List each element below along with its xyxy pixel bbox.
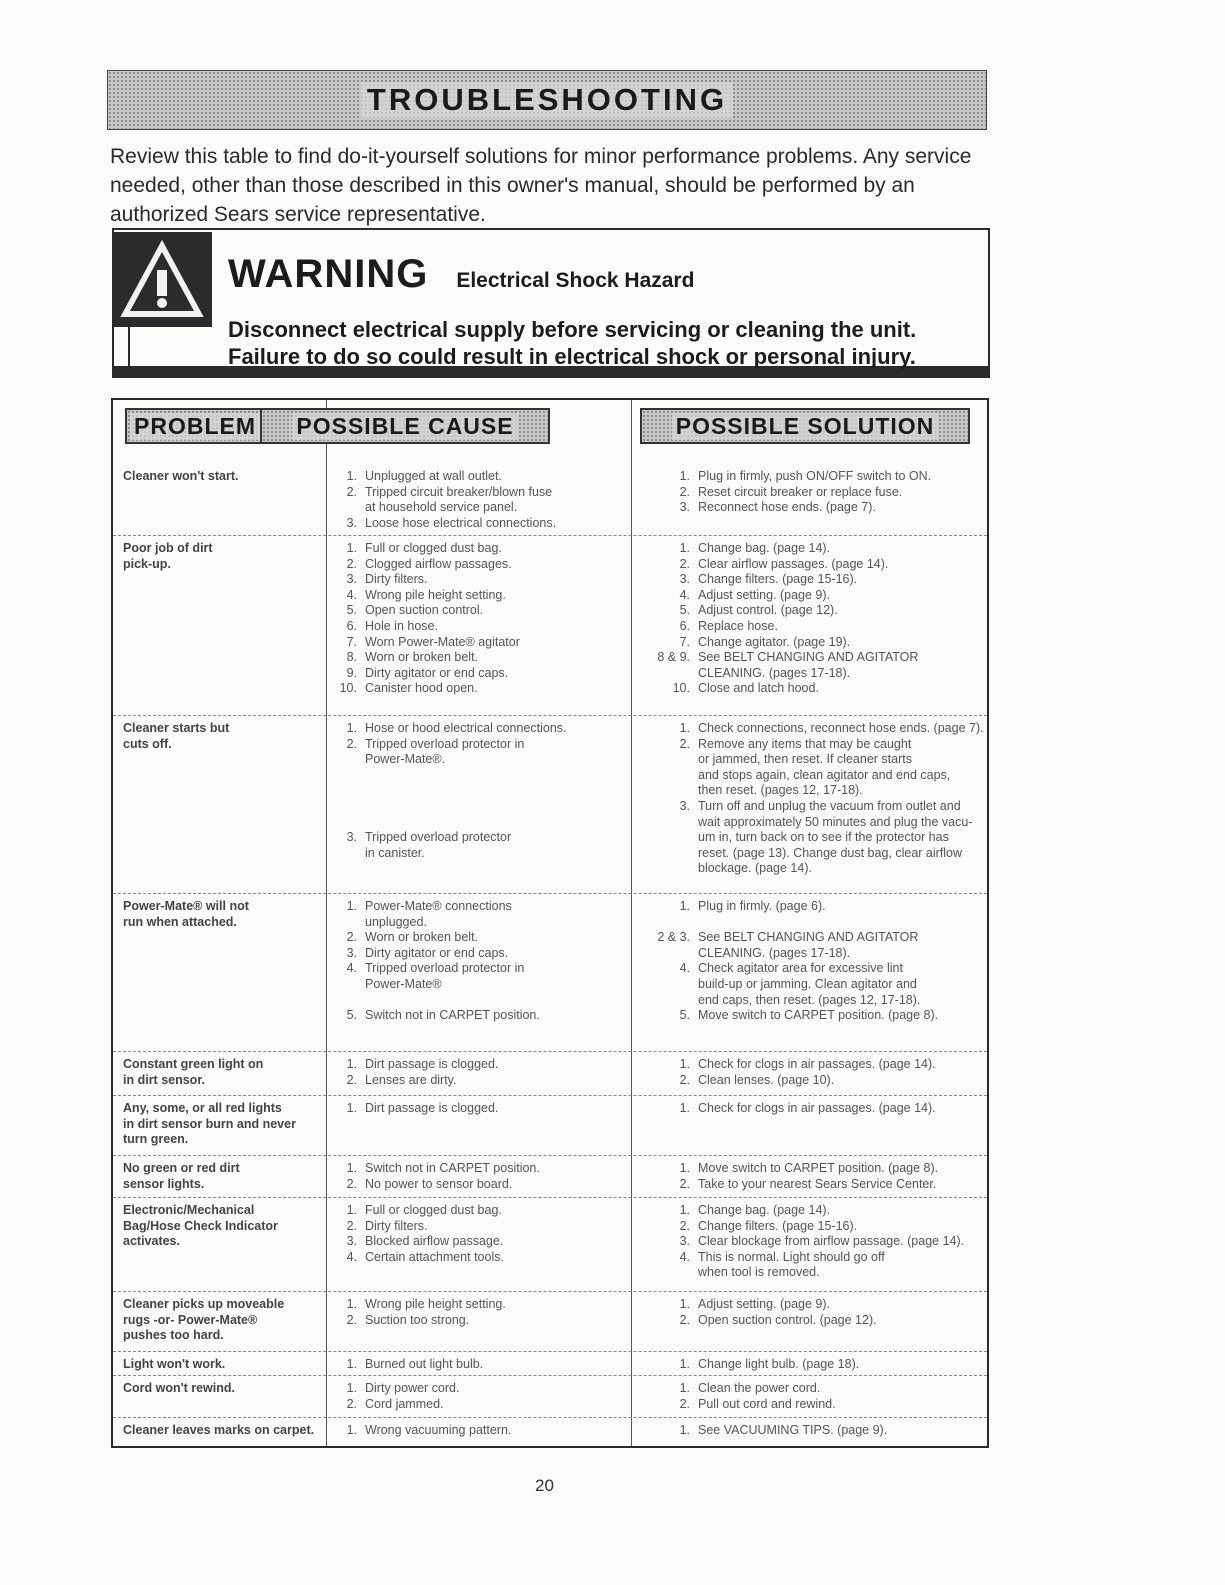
item-number: 1.: [679, 1101, 690, 1115]
item-text: Worn Power-Mate® agitator: [365, 634, 520, 649]
problem-text: No green or red dirt sensor lights.: [123, 1161, 240, 1191]
item-text: Hole in hose.: [365, 618, 438, 633]
solution-item: [640, 650, 985, 681]
solution-item: [640, 1357, 985, 1373]
header-solution: [640, 408, 970, 444]
item-text: Dirty power cord.: [365, 1381, 460, 1395]
solution-item: [640, 1250, 985, 1281]
item-number: 2.: [346, 736, 357, 751]
header-cause: [260, 408, 550, 444]
cause-cell: [335, 1101, 625, 1117]
item-number: 3.: [679, 798, 690, 813]
item-number: 3.: [679, 1234, 690, 1249]
cause-cell: [335, 469, 625, 531]
item-text: Plug in firmly, push ON/OFF switch to ON.: [698, 469, 932, 483]
solution-item: [640, 469, 985, 485]
item-number: 8.: [346, 650, 357, 665]
item-text: Clean the power cord.: [698, 1381, 821, 1395]
item-number: 4.: [679, 961, 690, 976]
problem-text: Cord won't rewind.: [123, 1381, 235, 1395]
cause-cell: [335, 1161, 625, 1192]
item-number: 1.: [346, 1357, 357, 1371]
table-row: [113, 464, 987, 536]
item-number: 1.: [679, 721, 690, 735]
item-text: Dirty agitator or end caps.: [365, 665, 509, 680]
problem-text: Poor job of dirt pick-up.: [123, 541, 213, 571]
item-number: 1.: [346, 1297, 357, 1311]
item-text: Canister hood open.: [365, 681, 478, 696]
cause-cell: [335, 1057, 625, 1088]
item-number: 1.: [346, 1381, 357, 1395]
item-text: Cord jammed.: [365, 1396, 444, 1411]
solution-item: [640, 1397, 985, 1413]
item-text: Move switch to CARPET position. (page 8).: [698, 1161, 939, 1175]
item-number: 6.: [346, 618, 357, 633]
item-text: Change bag. (page 14).: [698, 1203, 831, 1217]
item-number: 4.: [346, 1249, 357, 1264]
item-text: Loose hose electrical connections.: [365, 515, 557, 530]
warning-line-1: Disconnect electrical supply before servicing or cleaning the unit.: [228, 317, 917, 342]
problem-text: Cleaner starts but cuts off.: [123, 721, 230, 751]
header-solution-label: POSSIBLE SOLUTION: [672, 413, 939, 440]
cause-item: [335, 1057, 625, 1073]
item-number: 1.: [346, 1161, 357, 1175]
item-number: 1.: [679, 1203, 690, 1217]
item-number: 2 & 3.: [657, 930, 690, 945]
item-number: 2.: [679, 1312, 690, 1327]
item-text: Open suction control.: [365, 603, 484, 618]
item-number: 1.: [346, 469, 357, 483]
item-text: Remove any items that may be caught or jammed, then reset. If cleaner starts and stops again, clean agitator and end caps, then reset. (pages 12, 17-18).: [698, 736, 951, 798]
solution-item: [640, 541, 985, 557]
item-number: 5.: [346, 603, 357, 618]
solution-item: [640, 681, 985, 697]
solution-item: [640, 1313, 985, 1329]
item-number: 1.: [346, 541, 357, 555]
solution-cell: [640, 1381, 985, 1412]
item-text: Suction too strong.: [365, 1312, 470, 1327]
item-text: Check agitator area for excessive lint build-up or jamming. Clean agitator and end caps, then reset. (pages 12, 17-18).: [698, 961, 921, 1007]
table-row: [113, 1096, 987, 1156]
cause-item: [335, 1161, 625, 1177]
cause-item: [335, 572, 625, 588]
solution-item: [640, 799, 985, 877]
solution-cell: [640, 899, 985, 1024]
solution-item: [640, 557, 985, 573]
item-number: 7.: [679, 634, 690, 649]
item-text: Turn off and unplug the vacuum from outlet and wait approximately 50 minutes and plug the vacu- um in, turn back on to see if the protector has reset. (page 13). Change dust bag, clear airflow blockage. (page 14).: [698, 798, 973, 876]
cause-item: [335, 946, 625, 962]
problem-text: Cleaner leaves marks on carpet.: [123, 1423, 315, 1437]
item-text: Plug in firmly. (page 6).: [698, 899, 826, 913]
cause-cell: [335, 721, 625, 861]
item-number: 2.: [679, 556, 690, 571]
item-text: Clean lenses. (page 10).: [698, 1072, 835, 1087]
item-text: See BELT CHANGING AND AGITATOR CLEANING. (pages 17-18).: [698, 650, 919, 680]
item-number: 1.: [679, 1423, 690, 1437]
item-number: 2.: [346, 930, 357, 945]
solution-item: [640, 572, 985, 588]
item-number: 3.: [346, 515, 357, 530]
item-text: See VACUUMING TIPS. (page 9).: [698, 1423, 888, 1437]
item-number: 1.: [679, 1381, 690, 1395]
item-number: 4.: [346, 587, 357, 602]
item-text: Certain attachment tools.: [365, 1249, 504, 1264]
item-text: Change agitator. (page 19).: [698, 634, 851, 649]
table-row: [113, 1156, 987, 1198]
item-number: 3.: [346, 1234, 357, 1249]
item-text: Open suction control. (page 12).: [698, 1312, 877, 1327]
item-number: 3.: [346, 945, 357, 960]
item-text: Clear airflow passages. (page 14).: [698, 556, 889, 571]
solution-cell: [640, 1057, 985, 1088]
item-text: Full or clogged dust bag.: [365, 541, 502, 555]
warning-subtitle: Electrical Shock Hazard: [456, 269, 695, 292]
solution-item: [640, 1177, 985, 1193]
item-text: This is normal. Light should go off when tool is removed.: [698, 1249, 885, 1280]
item-text: Worn or broken belt.: [365, 930, 479, 945]
item-text: Wrong pile height setting.: [365, 587, 506, 602]
solution-cell: [640, 1423, 985, 1439]
solution-item: [640, 485, 985, 501]
header-problem-label: PROBLEM: [130, 413, 260, 440]
solution-item: [640, 500, 985, 516]
page-title: TROUBLESHOOTING: [361, 82, 733, 118]
solution-cell: [640, 541, 985, 697]
table-row: [113, 716, 987, 894]
solution-cell: [640, 1357, 985, 1373]
item-number: 3.: [346, 572, 357, 587]
cause-cell: [335, 1297, 625, 1328]
cause-item: [335, 899, 625, 930]
cause-item: [335, 557, 625, 573]
cause-cell: [335, 1423, 625, 1439]
cause-item: [335, 1250, 625, 1266]
item-text: Wrong vacuuming pattern.: [365, 1423, 512, 1437]
item-text: Power-Mate® connections unplugged.: [365, 899, 512, 929]
cause-item: [335, 721, 625, 737]
cause-item: [335, 469, 625, 485]
item-text: Dirty filters.: [365, 1218, 428, 1233]
item-number: 1.: [346, 1057, 357, 1071]
solution-item: [640, 721, 985, 737]
solution-cell: [640, 1101, 985, 1117]
item-number: 4.: [679, 1249, 690, 1264]
table-row: [113, 1198, 987, 1292]
cause-item: [335, 1101, 625, 1117]
table-row: [113, 894, 987, 1052]
solution-item: [640, 1057, 985, 1073]
problem-text: Power-Mate® will not run when attached.: [123, 899, 249, 929]
item-number: 1.: [346, 1203, 357, 1217]
item-number: 2.: [679, 1176, 690, 1191]
header-problem: [125, 408, 265, 444]
item-number: 10.: [339, 681, 357, 696]
cause-item: [335, 1381, 625, 1397]
solution-item: [640, 619, 985, 635]
solution-item: [640, 1381, 985, 1397]
table-row: [113, 1418, 987, 1444]
item-text: Tripped circuit breaker/blown fuse at household service panel.: [365, 484, 553, 515]
item-number: 1.: [679, 541, 690, 555]
item-text: Adjust control. (page 12).: [698, 603, 838, 618]
cause-item: [335, 1008, 625, 1024]
item-number: 2.: [679, 736, 690, 751]
item-number: 6.: [679, 618, 690, 633]
item-text: Change filters. (page 15-16).: [698, 1218, 858, 1233]
item-text: Unplugged at wall outlet.: [365, 469, 502, 483]
solution-item: [640, 1203, 985, 1219]
cause-item: [335, 961, 625, 1008]
warning-triangle-icon: [120, 238, 204, 320]
item-number: 5.: [679, 1008, 690, 1023]
solution-item: [640, 1008, 985, 1024]
warning-heading: [228, 252, 694, 297]
cause-item: [335, 666, 625, 682]
item-text: Full or clogged dust bag.: [365, 1203, 502, 1217]
table-row: [113, 1052, 987, 1096]
cause-item: [335, 1177, 625, 1193]
solution-cell: [640, 1161, 985, 1192]
item-number: 2.: [679, 1218, 690, 1233]
item-number: 9.: [346, 665, 357, 680]
item-number: 5.: [346, 1008, 357, 1023]
problem-text: Constant green light on in dirt sensor.: [123, 1057, 264, 1087]
problem-text: Any, some, or all red lights in dirt sensor burn and never turn green.: [123, 1101, 296, 1147]
solution-item: [640, 1234, 985, 1250]
table-row: [113, 1292, 987, 1352]
item-text: Switch not in CARPET position.: [365, 1161, 540, 1175]
item-number: 2.: [346, 1312, 357, 1327]
solution-item: [640, 603, 985, 619]
cause-cell: [335, 1381, 625, 1412]
item-text: Pull out cord and rewind.: [698, 1396, 836, 1411]
item-number: 2.: [346, 484, 357, 499]
solution-item: [640, 1297, 985, 1313]
item-text: Change bag. (page 14).: [698, 541, 831, 555]
item-number: 2.: [346, 556, 357, 571]
item-number: 1.: [679, 1357, 690, 1371]
solution-cell: [640, 721, 985, 877]
item-text: See BELT CHANGING AND AGITATOR CLEANING. (pages 17-18).: [698, 930, 919, 960]
item-text: Dirty agitator or end caps.: [365, 945, 509, 960]
solution-item: [640, 737, 985, 799]
item-text: Adjust setting. (page 9).: [698, 1297, 831, 1311]
item-text: Hose or hood electrical connections.: [365, 721, 567, 735]
cause-item: [335, 681, 625, 697]
item-number: 1.: [346, 1101, 357, 1115]
cause-item: [335, 485, 625, 516]
item-number: 2.: [679, 1072, 690, 1087]
item-number: 2.: [346, 1396, 357, 1411]
warning-divider: [128, 320, 130, 370]
problem-text: Light won't work.: [123, 1357, 226, 1371]
item-number: 2.: [679, 484, 690, 499]
cause-cell: [335, 899, 625, 1024]
cause-item: [335, 619, 625, 635]
solution-item: [640, 1423, 985, 1439]
item-text: Change light bulb. (page 18).: [698, 1357, 860, 1371]
problem-text: Electronic/Mechanical Bag/Hose Check Indicator activates.: [123, 1203, 278, 1249]
troubleshooting-table: [111, 398, 989, 1448]
cause-item: [335, 930, 625, 946]
item-text: Reconnect hose ends. (page 7).: [698, 500, 876, 515]
item-text: Wrong pile height setting.: [365, 1297, 506, 1311]
item-text: Blocked airflow passage.: [365, 1234, 504, 1249]
item-text: Tripped overload protector in Power-Mate®: [365, 961, 525, 991]
cause-item: [335, 1219, 625, 1235]
solution-item: [640, 1219, 985, 1235]
cause-cell: [335, 1357, 625, 1373]
item-text: Clear blockage from airflow passage. (page 14).: [698, 1234, 965, 1249]
title-banner: [107, 70, 987, 130]
solution-cell: [640, 1297, 985, 1328]
item-number: 2.: [346, 1072, 357, 1087]
item-text: Tripped overload protector in canister.: [365, 830, 512, 860]
problem-text: Cleaner won't start.: [123, 469, 239, 483]
cause-item: [335, 1203, 625, 1219]
item-text: Close and latch hood.: [698, 681, 819, 696]
item-text: Take to your nearest Sears Service Center.: [698, 1176, 937, 1191]
item-number: 1.: [346, 899, 357, 913]
item-text: No power to sensor board.: [365, 1176, 513, 1191]
item-text: Clogged airflow passages.: [365, 556, 512, 571]
cause-item: [335, 635, 625, 651]
cause-item: [335, 516, 625, 532]
cause-item: [335, 588, 625, 604]
warning-word: WARNING: [228, 252, 429, 296]
item-number: 1.: [679, 469, 690, 483]
item-text: Dirty filters.: [365, 572, 428, 587]
item-number: 1.: [679, 1161, 690, 1175]
item-text: Lenses are dirty.: [365, 1072, 457, 1087]
solution-cell: [640, 469, 985, 516]
cause-item: [335, 830, 625, 861]
item-number: 8 & 9.: [657, 650, 690, 665]
item-text: Replace hose.: [698, 618, 778, 633]
item-number: 2.: [346, 1218, 357, 1233]
cause-item: [335, 737, 625, 831]
item-number: 3.: [679, 572, 690, 587]
item-number: 3.: [346, 830, 357, 845]
solution-item: [640, 1101, 985, 1117]
cause-item: [335, 1073, 625, 1089]
item-number: 1.: [346, 721, 357, 735]
header-cause-label: POSSIBLE CAUSE: [292, 413, 517, 440]
warning-line-2: Failure to do so could result in electrical shock or personal injury.: [228, 344, 916, 369]
cause-cell: [335, 1203, 625, 1265]
cause-cell: [335, 541, 625, 697]
solution-item: [640, 1073, 985, 1089]
item-number: 2.: [346, 1176, 357, 1191]
solution-item: [640, 930, 985, 961]
table-row: [113, 1352, 987, 1376]
item-number: 3.: [679, 500, 690, 515]
item-text: Dirt passage is clogged.: [365, 1057, 499, 1071]
cause-item: [335, 603, 625, 619]
item-text: Check for clogs in air passages. (page 14).: [698, 1057, 936, 1071]
cause-item: [335, 1234, 625, 1250]
item-number: 10.: [672, 681, 690, 696]
intro-paragraph: Review this table to find do-it-yourself solutions for minor performance problems. Any service needed, other than those described in this owner's manual, should be performed by an authorized Sears service representative.: [110, 145, 972, 226]
item-number: 1.: [679, 1297, 690, 1311]
item-text: Dirt passage is clogged.: [365, 1101, 499, 1115]
solution-cell: [640, 1203, 985, 1281]
cause-item: [335, 1397, 625, 1413]
solution-item: [640, 899, 985, 930]
problem-text: Cleaner picks up moveable rugs -or- Power-Mate® pushes too hard.: [123, 1297, 285, 1343]
item-text: Change filters. (page 15-16).: [698, 572, 858, 587]
item-text: Check connections, reconnect hose ends. (page 7).: [698, 721, 984, 735]
item-text: Adjust setting. (page 9).: [698, 587, 831, 602]
item-number: 7.: [346, 634, 357, 649]
item-number: 1.: [346, 1423, 357, 1437]
item-number: 1.: [679, 1057, 690, 1071]
table-row: [113, 536, 987, 716]
solution-item: [640, 588, 985, 604]
item-text: Move switch to CARPET position. (page 8).: [698, 1008, 939, 1023]
table-body: [113, 464, 987, 1444]
item-text: Reset circuit breaker or replace fuse.: [698, 484, 903, 499]
cause-item: [335, 650, 625, 666]
item-number: 1.: [679, 899, 690, 913]
item-number: 2.: [679, 1396, 690, 1411]
table-row: [113, 1376, 987, 1418]
item-text: Switch not in CARPET position.: [365, 1008, 540, 1023]
item-number: 5.: [679, 603, 690, 618]
page-number: 20: [535, 1476, 554, 1495]
item-text: Burned out light bulb.: [365, 1357, 484, 1371]
item-number: 4.: [679, 587, 690, 602]
cause-item: [335, 1423, 625, 1439]
item-number: 4.: [346, 961, 357, 976]
cause-item: [335, 541, 625, 557]
solution-item: [640, 961, 985, 1008]
item-text: Check for clogs in air passages. (page 14).: [698, 1101, 936, 1115]
solution-item: [640, 1161, 985, 1177]
item-text: Tripped overload protector in Power-Mate®.: [365, 736, 525, 767]
solution-item: [640, 635, 985, 651]
cause-item: [335, 1313, 625, 1329]
item-text: Worn or broken belt.: [365, 650, 479, 665]
cause-item: [335, 1357, 625, 1373]
cause-item: [335, 1297, 625, 1313]
